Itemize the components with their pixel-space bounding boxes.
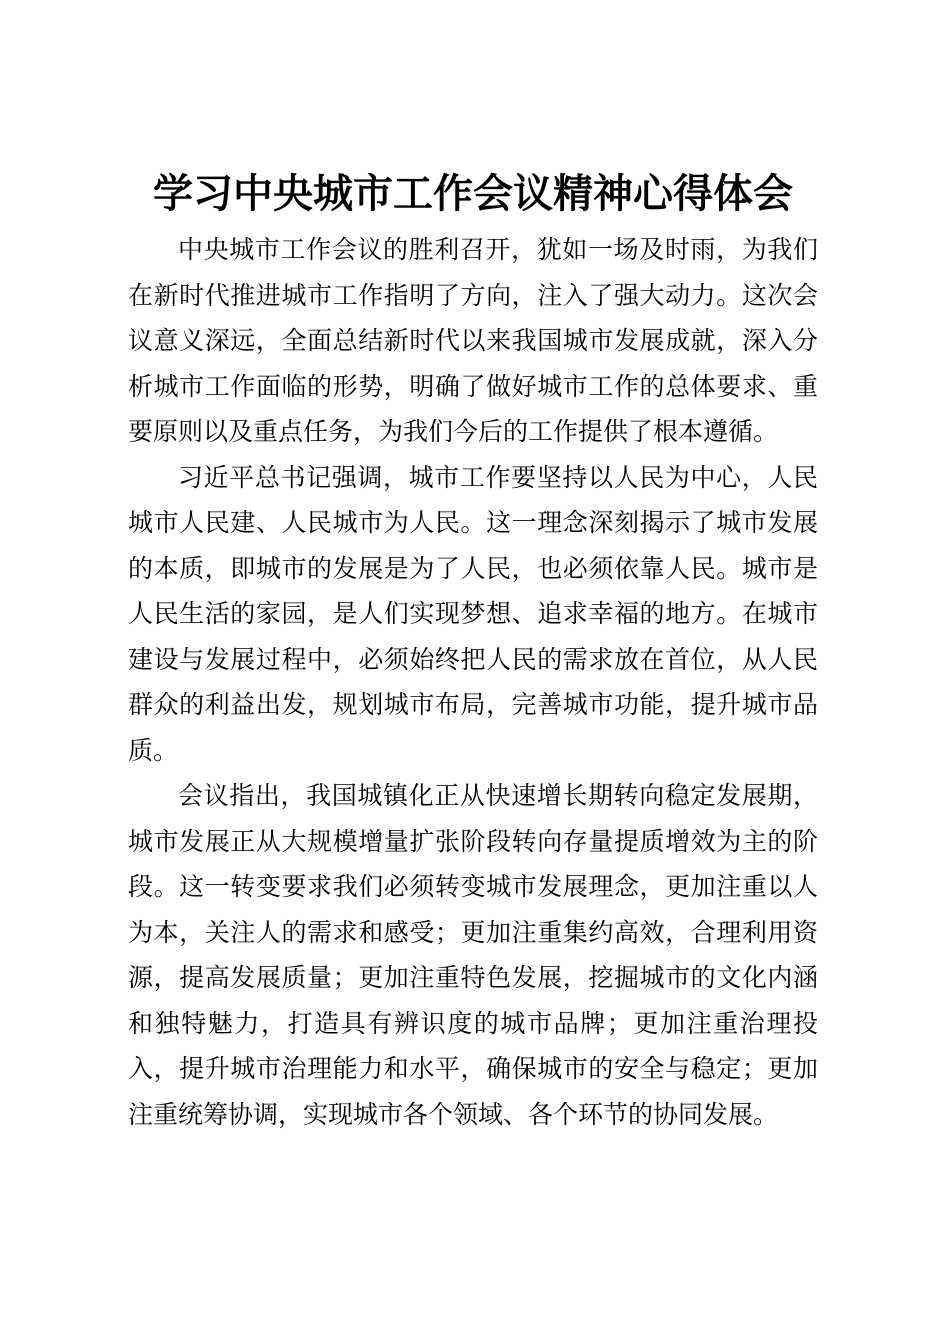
document-title: 学习中央城市工作会议精神心得体会	[153, 171, 793, 217]
paragraph-2: 习近平总书记强调，城市工作要坚持以人民为中心，人民城市人民建、人民城市为人民。这一理念深刻揭示了城市发展的本质，即城市的发展是为了人民，也必须依靠人民。城市是人民生活的家园，是人们实现梦想、追求幸福的地方。在城市建设与发展过程中，必须始终把人民的需求放在首位，从人民群众的利益出发，规划城市布局，完善城市功能，提升城市品质。	[128, 462, 818, 765]
paragraph-1: 中央城市工作会议的胜利召开，犹如一场及时雨，为我们在新时代推进城市工作指明了方向，注入了强大动力。这次会议意义深远，全面总结新时代以来我国城市发展成就，深入分析城市工作面临的形势，明确了做好城市工作的总体要求、重要原则以及重点任务，为我们今后的工作提供了根本遵循。	[128, 235, 818, 446]
document-body	[128, 227, 818, 1137]
paragraph-3: 会议指出，我国城镇化正从快速增长期转向稳定发展期，城市发展正从大规模增量扩张阶段转向存量提质增效为主的阶段。这一转变要求我们必须转变城市发展理念，更加注重以人为本，关注人的需求和感受；更加注重集约高效，合理利用资源，提高发展质量；更加注重特色发展，挖掘城市的文化内涵和独特魅力，打造具有辨识度的城市品牌；更加注重治理投入，提升城市治理能力和水平，确保城市的安全与稳定；更加注重统筹协调，实现城市各个领域、各个环节的协同发展。	[128, 781, 818, 1129]
